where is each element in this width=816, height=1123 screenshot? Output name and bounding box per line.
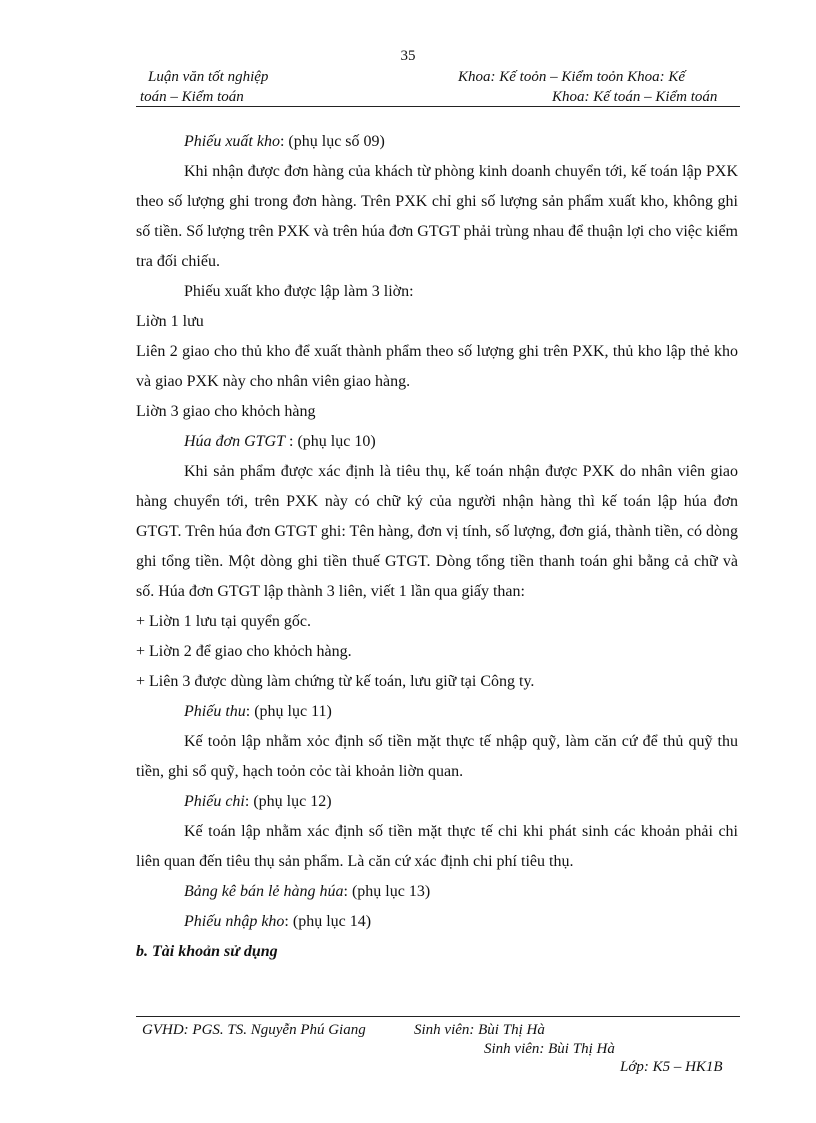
- header-left-line2: toán – Kiểm toán: [140, 89, 244, 105]
- term-ref: : (phụ lục 12): [244, 793, 332, 810]
- term-ref: : (phụ lục số 09): [279, 133, 385, 150]
- header-right-line2: Khoa: Kế toán – Kiểm toán: [552, 89, 718, 105]
- term-label: Phiếu thu: [184, 703, 246, 720]
- term-label: Phiếu nhập kho: [184, 913, 285, 930]
- paragraph: Liờn 1 lưu: [136, 313, 204, 330]
- footer-student-1: Sinh viên: Bùi Thị Hà: [414, 1022, 545, 1038]
- term-ref: : (phụ lục 13): [343, 883, 431, 900]
- paragraph: Liờn 3 giao cho khỏch hàng: [136, 403, 316, 420]
- term-label: Bảng kê bán lẻ hàng húa: [184, 883, 344, 900]
- paragraph-bang-ke: [136, 877, 738, 907]
- paragraph-phieu-thu: [136, 697, 738, 727]
- list-item: + Liên 3 được dùng làm chứng từ kế toán, lưu giữ tại Công ty.: [136, 673, 535, 690]
- document-body: [136, 127, 738, 967]
- footer-advisor: GVHD: PGS. TS. Nguyễn Phú Giang: [142, 1022, 366, 1038]
- section-heading: b. Tài khoản sử dụng: [136, 943, 278, 960]
- paragraph: Liên 2 giao cho thủ kho để xuất thành phẩm theo số lượng ghi trên PXK, thủ kho lập thẻ kho và giao PXK này cho nhân viên giao hàng.: [136, 343, 738, 390]
- footer-class: Lớp: K5 – HK1B: [620, 1059, 723, 1075]
- header-left-line1: Luận văn tốt nghiệp: [148, 69, 269, 85]
- term-label: Phiếu chi: [184, 793, 245, 810]
- paragraph: Khi sản phẩm được xác định là tiêu thụ, kế toán nhận được PXK do nhân viên giao hàng chuyển tới, trên PXK này có chữ ký của người nhận hàng thì kế toán lập húa đơn GTGT. Trên húa đơn GTGT ghi: Tên hàng, đơn vị tính, số lượng, đơn giá, thành tiền, có dòng ghi tổng tiền. Một dòng ghi tiền thuế GTGT. Dòng tổng tiền thanh toán ghi bằng cả chữ và số. Húa đơn GTGT lập thành 3 liên, viết 1 lần qua giấy than:: [136, 463, 738, 600]
- term-ref: : (phụ lục 11): [245, 703, 332, 720]
- term-ref: : (phụ lục 10): [285, 433, 376, 450]
- paragraph: Khi nhận được đơn hàng của khách từ phòng kinh doanh chuyển tới, kế toán lập PXK theo số lượng ghi trong đơn hàng. Trên PXK chỉ ghi số lượng sản phẩm xuất kho, không ghi số tiền. Số lượng trên PXK và trên húa đơn GTGT phải trùng nhau để thuận lợi cho việc kiểm tra đối chiếu.: [136, 163, 738, 270]
- term-label: Phiếu xuất kho: [184, 133, 280, 150]
- paragraph-hoa-don: [136, 427, 738, 457]
- paragraph: Kế toán lập nhằm xác định số tiền mặt thực tế chi khi phát sinh các khoản phải chi liên quan đến tiêu thụ sản phẩm. Là căn cứ xác định chi phí tiêu thụ.: [136, 823, 738, 870]
- list-item: + Liờn 1 lưu tại quyển gốc.: [136, 613, 312, 630]
- paragraph: Phiếu xuất kho được lập làm 3 liờn:: [184, 283, 414, 300]
- footer-rule: [136, 1016, 740, 1017]
- header-rule: [136, 106, 740, 107]
- term-ref: : (phụ lục 14): [284, 913, 372, 930]
- header-right-line1: Khoa: Kế toỏn – Kiểm toỏn Khoa: Kế: [458, 69, 686, 85]
- paragraph-phieu-xuat-kho: [136, 127, 738, 157]
- page-number: 35: [400, 48, 416, 64]
- footer-student-2: Sinh viên: Bùi Thị Hà: [484, 1041, 615, 1057]
- list-item: + Liờn 2 để giao cho khỏch hàng.: [136, 643, 352, 660]
- paragraph-phieu-nhap-kho: [136, 907, 738, 937]
- term-label: Húa đơn GTGT: [184, 433, 285, 450]
- paragraph: Kế toỏn lập nhằm xỏc định số tiền mặt thực tế nhập quỹ, làm căn cứ để thủ quỹ thu tiền, ghi sổ quỹ, hạch toỏn cỏc tài khoản liờn quan.: [136, 733, 738, 780]
- paragraph-phieu-chi: [136, 787, 738, 817]
